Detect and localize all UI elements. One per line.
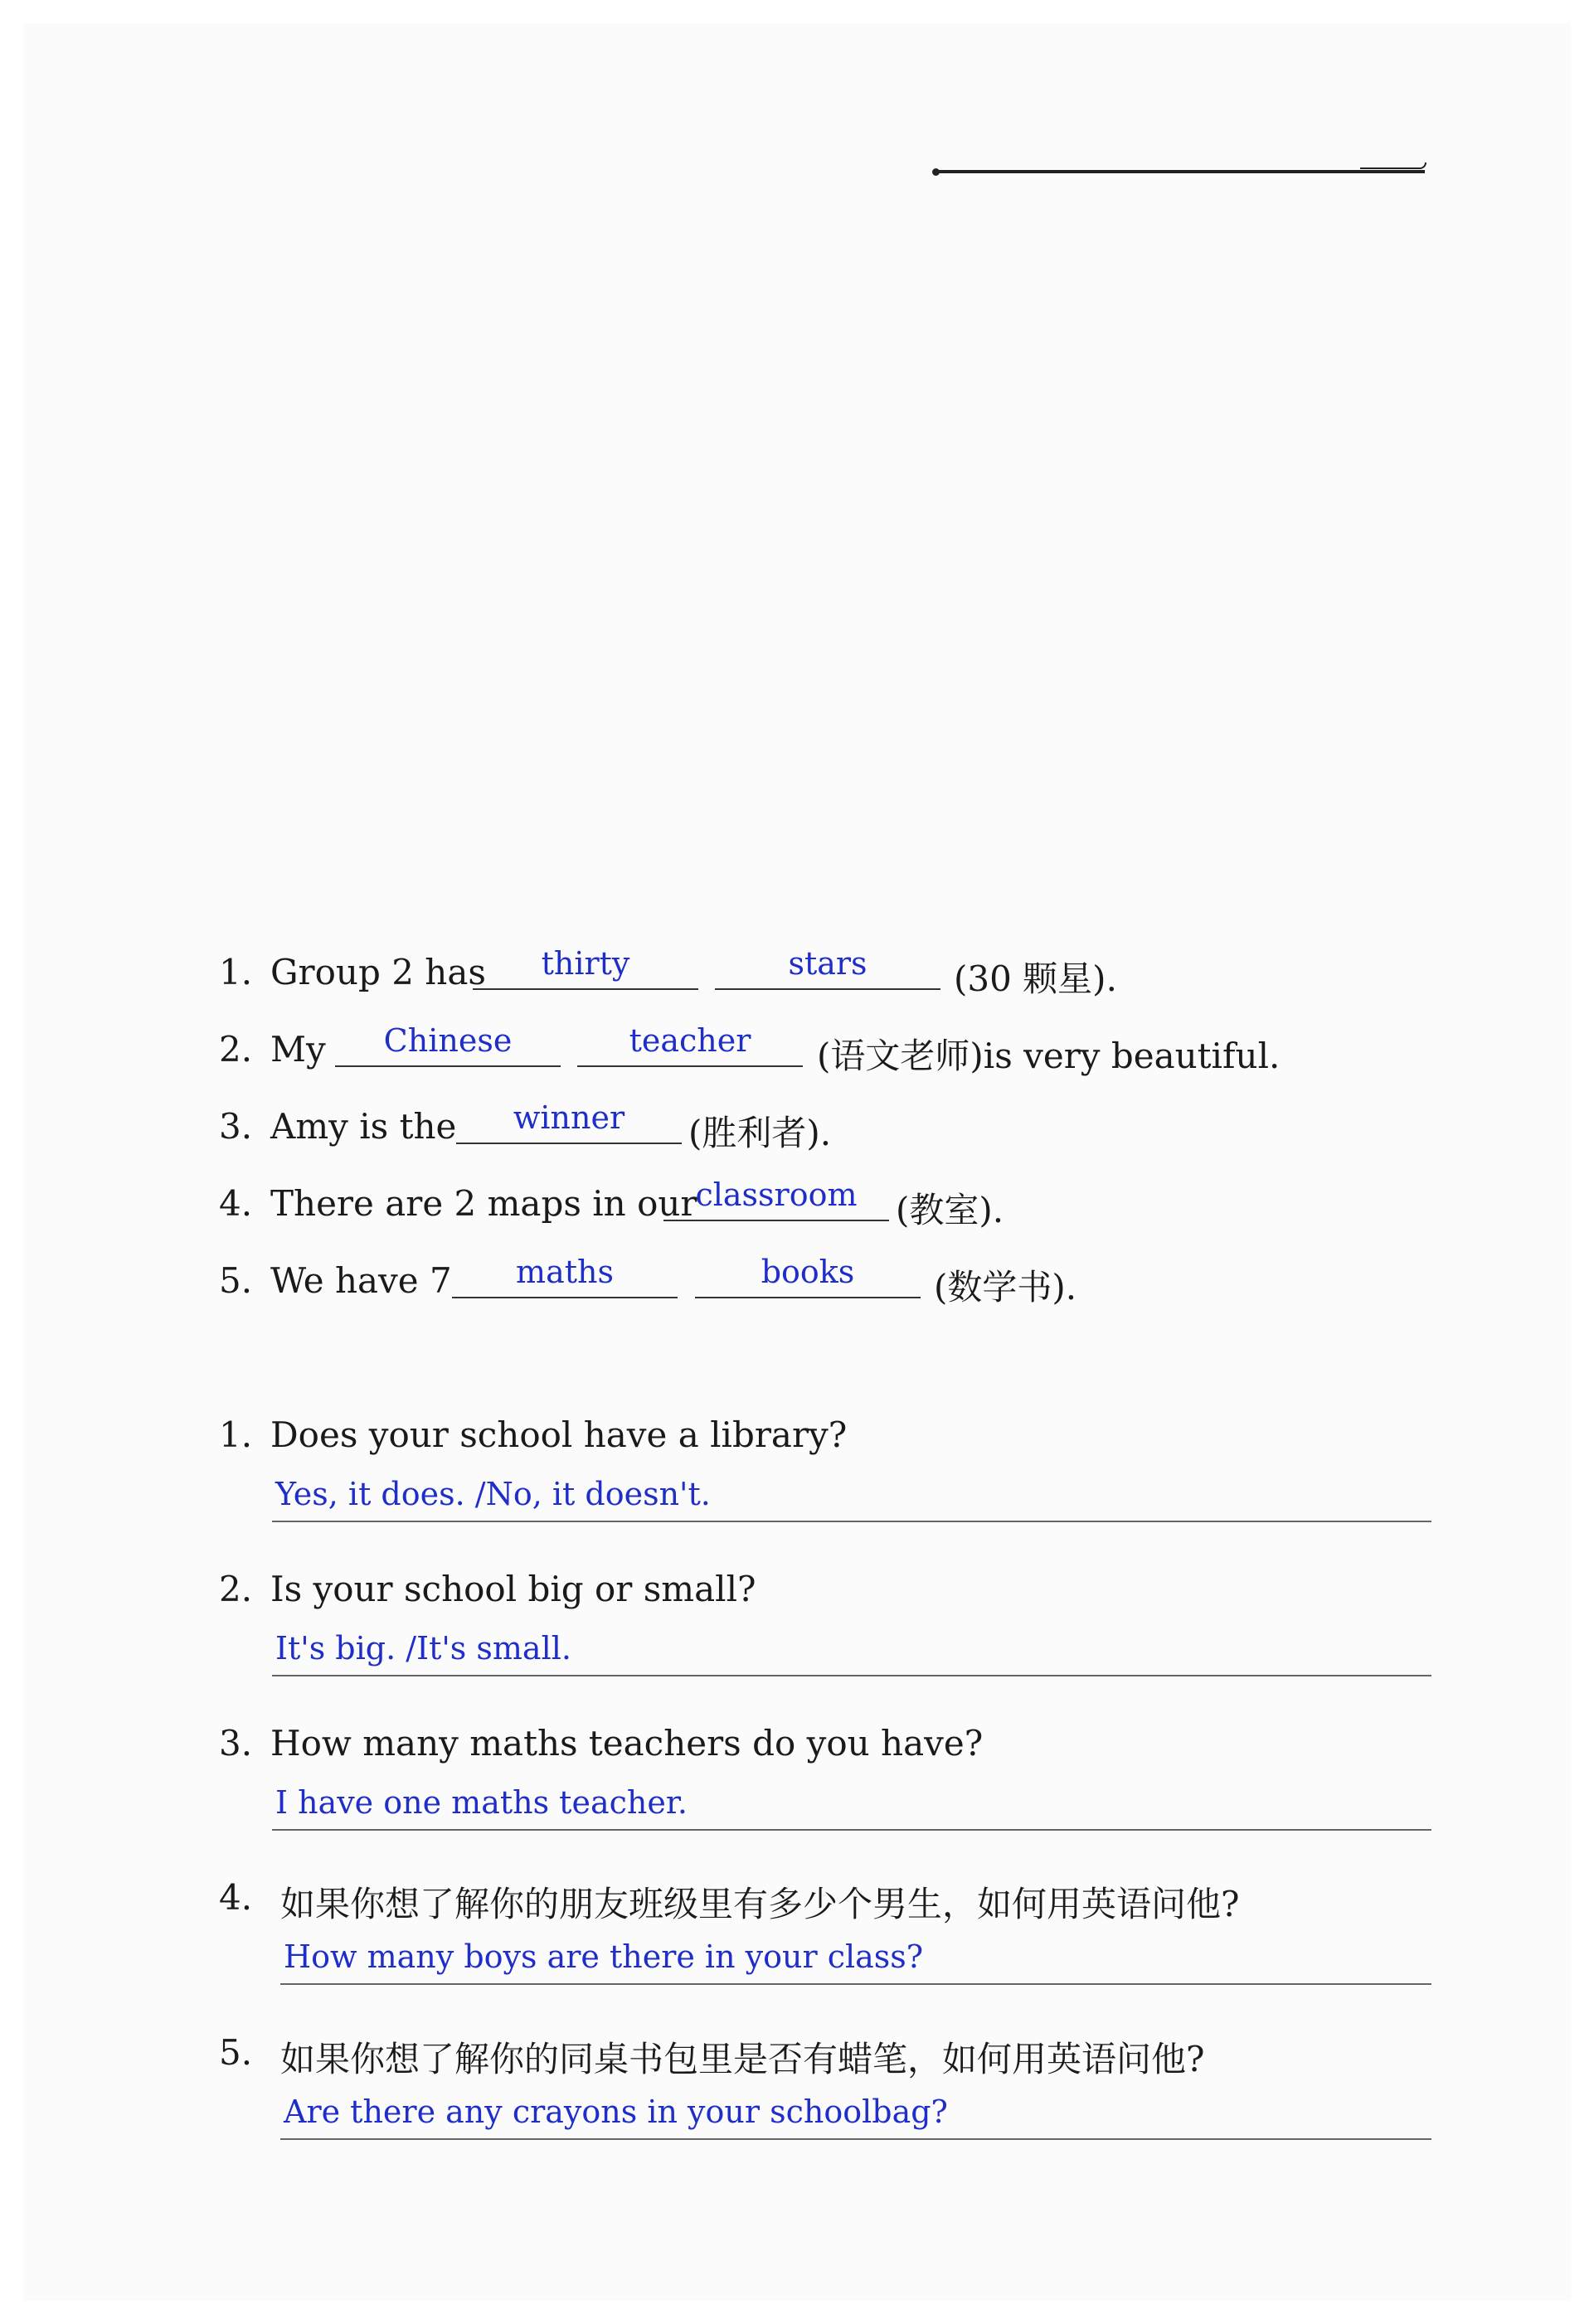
answer-line[interactable]: [272, 1473, 1431, 1522]
chinese-hint: (胜利者).: [688, 1113, 832, 1153]
answer-text: Yes, it does. /No, it doesn't.: [275, 1476, 711, 1512]
answer-text: It's big. /It's small.: [275, 1630, 571, 1667]
chinese-hint: (数学书).: [934, 1267, 1077, 1308]
answer-blank[interactable]: [473, 945, 698, 990]
question-number: 4.: [219, 1183, 253, 1224]
page-number-swash: [1360, 163, 1426, 169]
answer-text: I have one maths teacher.: [275, 1784, 688, 1821]
answer-text: teacher: [629, 1022, 751, 1059]
sentence-start: Group 2 has: [270, 952, 486, 992]
answer-text: books: [761, 1254, 855, 1290]
question-number: 1.: [219, 952, 253, 992]
sentence-start: My: [270, 1029, 326, 1070]
answer-text: Chinese: [383, 1022, 513, 1059]
question-text: 如果你想了解你的朋友班级里有多少个男生，如何用英语问他?: [280, 1884, 1240, 1924]
answer-blank[interactable]: [452, 1254, 678, 1298]
answer-text: classroom: [695, 1177, 858, 1213]
sentence-start: Amy is the: [270, 1106, 457, 1147]
answer-blank[interactable]: [456, 1099, 682, 1144]
answer-blank[interactable]: [715, 945, 940, 990]
question-text: Does your school have a library?: [270, 1414, 848, 1455]
answer-text: How many boys are there in your class?: [284, 1938, 924, 1975]
answer-line[interactable]: [280, 1935, 1431, 1985]
answer-line[interactable]: [272, 1627, 1431, 1676]
answer-blank[interactable]: [577, 1022, 803, 1067]
answer-blank[interactable]: [335, 1022, 561, 1067]
question-text: Is your school big or small?: [270, 1569, 756, 1609]
chinese-hint: (语文老师)is very beautiful.: [817, 1036, 1281, 1076]
chinese-hint: (30 颗星).: [954, 958, 1117, 999]
question-number: 1.: [219, 1414, 253, 1455]
answer-blank[interactable]: [663, 1177, 889, 1221]
question-number: 2.: [219, 1569, 253, 1609]
question-text: 如果你想了解你的同桌书包里是否有蜡笔，如何用英语问他?: [280, 2039, 1205, 2079]
answer-text: maths: [516, 1254, 614, 1290]
question-number: 2.: [219, 1029, 253, 1070]
question-number: 5.: [219, 1260, 253, 1301]
answer-text: thirty: [541, 945, 630, 982]
header-rule: [936, 170, 1425, 173]
question-number: 3.: [219, 1723, 253, 1764]
sentence-start: There are 2 maps in our: [270, 1183, 697, 1224]
answer-line[interactable]: [280, 2090, 1431, 2140]
question-text: How many maths teachers do you have?: [270, 1723, 984, 1764]
question-number: 5.: [219, 2032, 253, 2073]
question-number: 3.: [219, 1106, 253, 1147]
answer-blank[interactable]: [695, 1254, 921, 1298]
sentence-start: We have 7: [270, 1260, 452, 1301]
question-number: 4.: [219, 1877, 253, 1918]
answer-text: Are there any crayons in your schoolbag?: [284, 2094, 948, 2130]
chinese-hint: (教室).: [896, 1190, 1004, 1230]
answer-text: winner: [513, 1099, 625, 1136]
answer-line[interactable]: [272, 1781, 1431, 1831]
answer-text: stars: [788, 945, 867, 982]
